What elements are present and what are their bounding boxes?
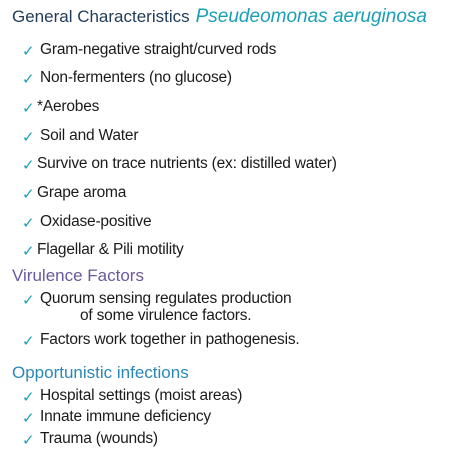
check-mark-icon: ✓ <box>22 332 35 350</box>
check-mark-icon: ✓ <box>22 242 35 260</box>
check-mark-icon: ✓ <box>22 409 35 427</box>
list-item-continuation: of some virulence factors. <box>80 307 252 324</box>
list-item: Flagellar & Pili motility <box>37 241 184 258</box>
opportunistic-infections-heading: Opportunistic infections <box>12 363 189 382</box>
list-item: Survive on trace nutrients (ex: distilled water) <box>37 155 337 172</box>
check-mark-icon: ✓ <box>22 42 35 60</box>
list-item: Non-fermenters (no glucose) <box>40 69 232 86</box>
species-name: Pseudeomonas aeruginosa <box>195 6 427 27</box>
check-mark-icon: ✓ <box>22 431 35 449</box>
virulence-factors-heading: Virulence Factors <box>12 266 144 285</box>
list-item: Gram-negative straight/curved rods <box>40 41 277 58</box>
list-item: Oxidase-positive <box>40 213 152 230</box>
list-item: Factors work together in pathogenesis. <box>40 331 300 348</box>
list-item: *Aerobes <box>37 98 100 115</box>
title-main: General Characteristics <box>12 7 190 26</box>
check-mark-icon: ✓ <box>22 185 35 203</box>
list-item: Hospital settings (moist areas) <box>40 387 243 404</box>
list-item: Quorum sensing regulates production <box>40 290 292 307</box>
check-mark-icon: ✓ <box>22 128 35 146</box>
list-item: Trauma (wounds) <box>40 430 158 447</box>
check-mark-icon: ✓ <box>22 156 35 174</box>
check-mark-icon: ✓ <box>22 70 35 88</box>
check-mark-icon: ✓ <box>22 214 35 232</box>
page-title <box>12 6 427 28</box>
check-mark-icon: ✓ <box>22 388 35 406</box>
check-mark-icon: ✓ <box>22 99 35 117</box>
check-mark-icon: ✓ <box>22 291 35 309</box>
list-item: Grape aroma <box>37 184 127 201</box>
list-item: Innate immune deficiency <box>40 408 211 425</box>
list-item: Soil and Water <box>40 127 139 144</box>
